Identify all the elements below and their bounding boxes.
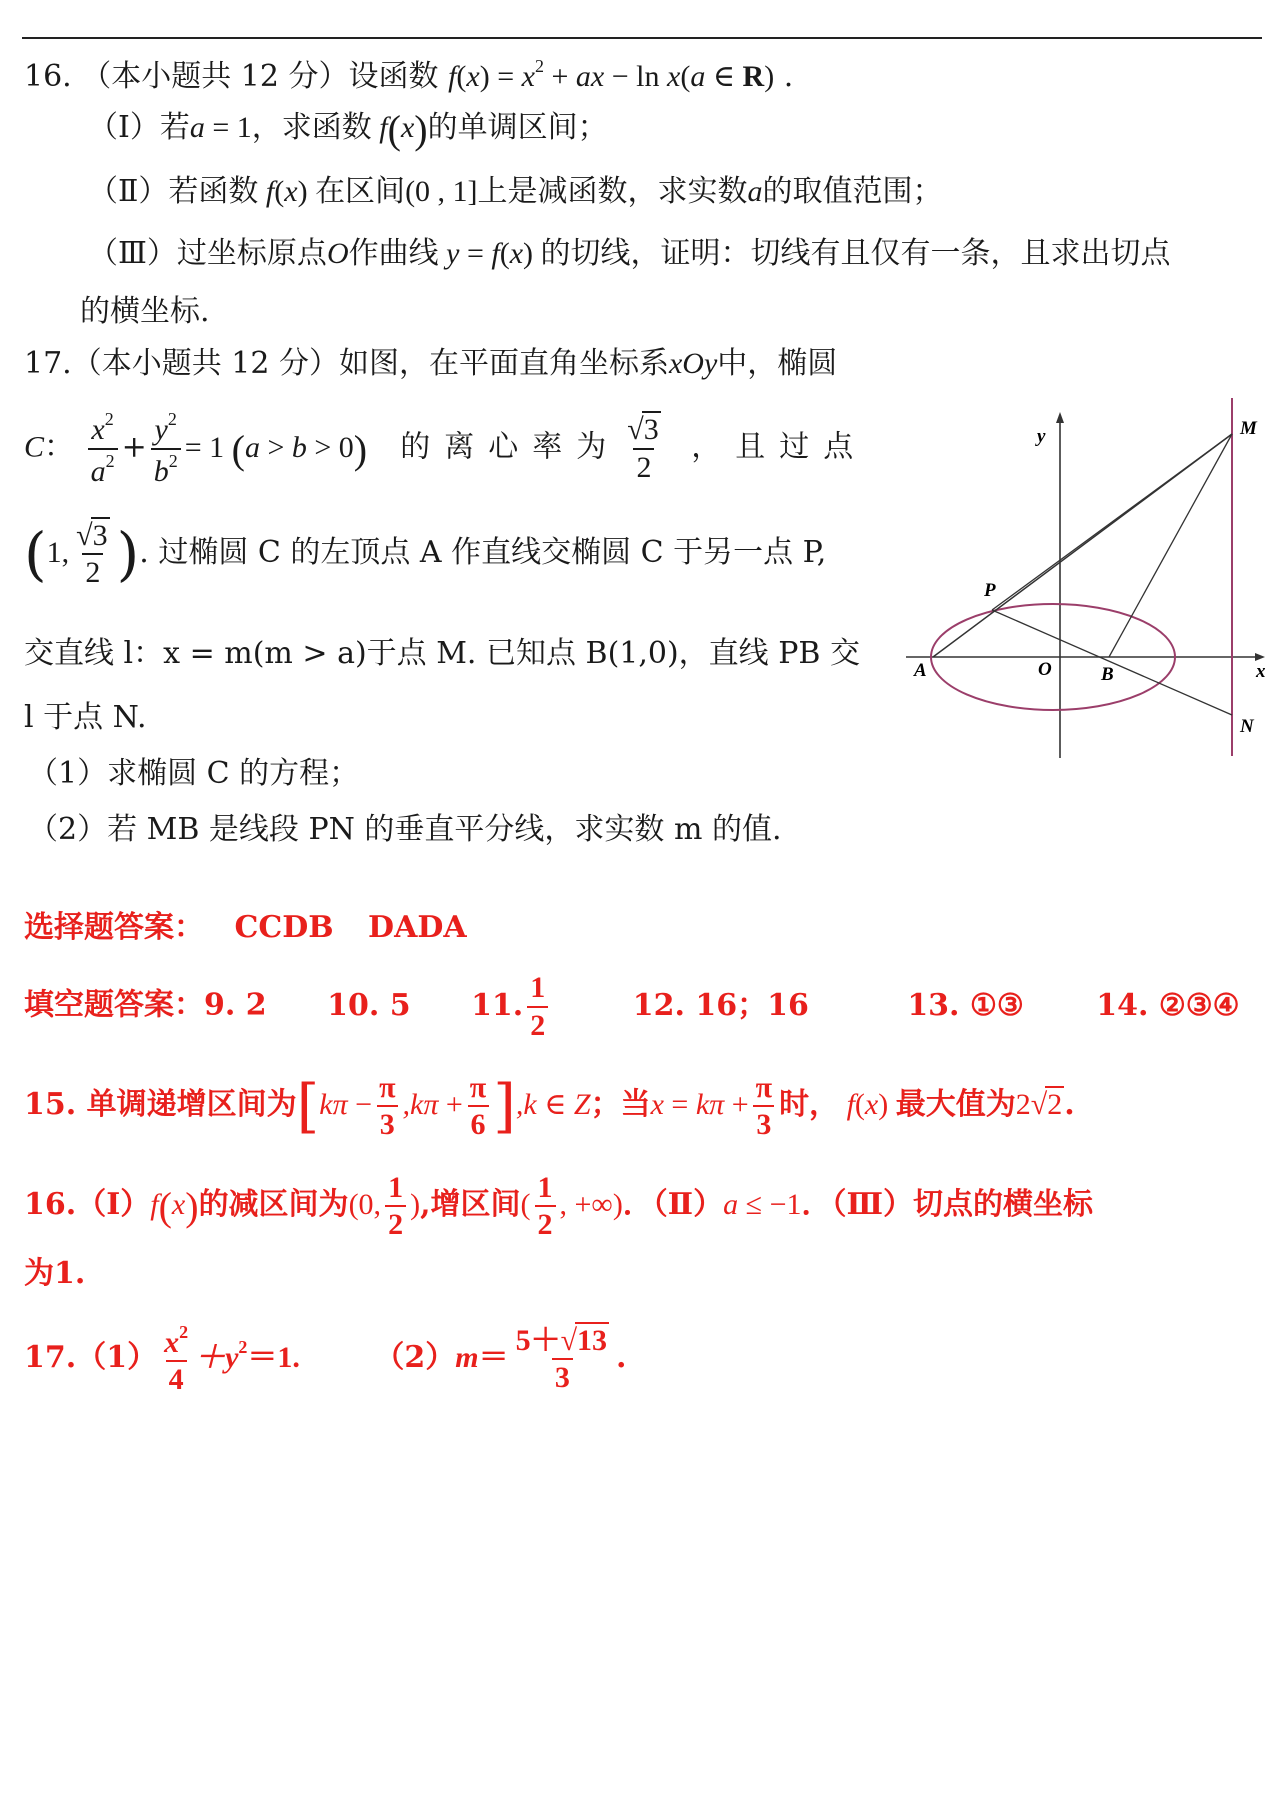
label-M: M	[1240, 418, 1257, 439]
label-x: x	[1256, 661, 1266, 682]
q16-part1: （Ⅰ）若a = 1，求函数 f(x)的单调区间；	[88, 107, 608, 153]
label-P: P	[984, 580, 996, 601]
q17-sub2: （2）若 MB 是线段 PN 的垂直平分线，求实数 m 的值.	[28, 812, 782, 847]
y-axis-arrow-icon	[1056, 412, 1064, 423]
q17-header: 17.（本小题共 12 分）如图，在平面直角坐标系xOy中，椭圆	[24, 346, 838, 381]
q17-sub1: （1）求椭圆 C 的方程；	[28, 756, 360, 791]
label-A: A	[914, 660, 927, 681]
q16-number: 16.	[24, 59, 72, 94]
top-rule	[22, 37, 1262, 39]
label-B: B	[1101, 664, 1114, 685]
label-N: N	[1240, 716, 1254, 737]
q17-ellipse-line: C： $\frac{x^2}{a^2}$ + $\frac{y^2}{b^2}$ = 1 (a > b > 0) 的离心率为 $\frac{√3}{2}$ ，且过点	[24, 409, 868, 488]
answer-15: 15. 单调递增区间为[kπ − $\frac{\pi}{3}$ ,kπ + $\frac{\pi}{6}$ ],k ∈ Z；当x = kπ + $\frac{\pi}{3}$ 时， f(x) 最大值为2√2.	[24, 1070, 1075, 1141]
q16-part3-line2: 的横坐标.	[80, 294, 210, 329]
x-axis-arrow-icon	[1255, 653, 1265, 661]
label-O: O	[1038, 659, 1052, 680]
q16-function: $f(x) = x^2$ + ax − ln x(a ∈ R)	[448, 56, 775, 93]
choice-answers: 选择题答案： CCDB DADA	[24, 910, 467, 945]
answer-17: 17.（1） $\frac{x^2}{4}$ $+y^2=1$. （2）m＝ $\frac{5+√13}{3}$ .	[24, 1321, 627, 1396]
label-y: y	[1037, 426, 1046, 447]
q17-line5: l 于点 N.	[24, 700, 147, 735]
fill-answers: 填空题答案：9. 2 10. 5 11. $\frac{1}{2}$ 12. 16；16 13. ①③ 14. ②③④	[24, 971, 1240, 1042]
q17-line4: 交直线 l：x = m(m > a)于点 M. 已知点 B(1,0)，直线 PB 交	[24, 636, 860, 671]
answer-16: 16.（Ⅰ）f(x)的减区间为(0, $\frac{1}{2}$ ),增区间( $\frac{1}{2}$ , +∞)．（Ⅱ）a ≤ −1．（Ⅲ）切点的横坐标	[24, 1170, 1094, 1241]
ellipse-figure	[900, 390, 1270, 760]
q16-part3: （Ⅲ）过坐标原点O作曲线 y = f(x) 的切线，证明：切线有且仅有一条，且求出切点	[88, 236, 1171, 271]
q17-point-line: (1, $\frac{√3}{2}$ ). 过椭圆 C 的左顶点 A 作直线交椭圆 C 于另一点 P,	[24, 518, 827, 589]
line-PM	[992, 434, 1232, 610]
q16-header-text: （本小题共 12 分）设函数	[81, 59, 439, 94]
q16-part2: （Ⅱ）若函数 f(x) 在区间(0 , 1]上是减函数，求实数a的取值范围；	[88, 174, 943, 209]
line-PN	[992, 610, 1232, 715]
answer-16-line2: 为1.	[24, 1256, 86, 1291]
line-BM	[1109, 434, 1232, 657]
q16-header: 16. （本小题共 12 分）设函数 $f(x) = x^2$ + ax − ln x(a ∈ R) .	[24, 56, 794, 94]
